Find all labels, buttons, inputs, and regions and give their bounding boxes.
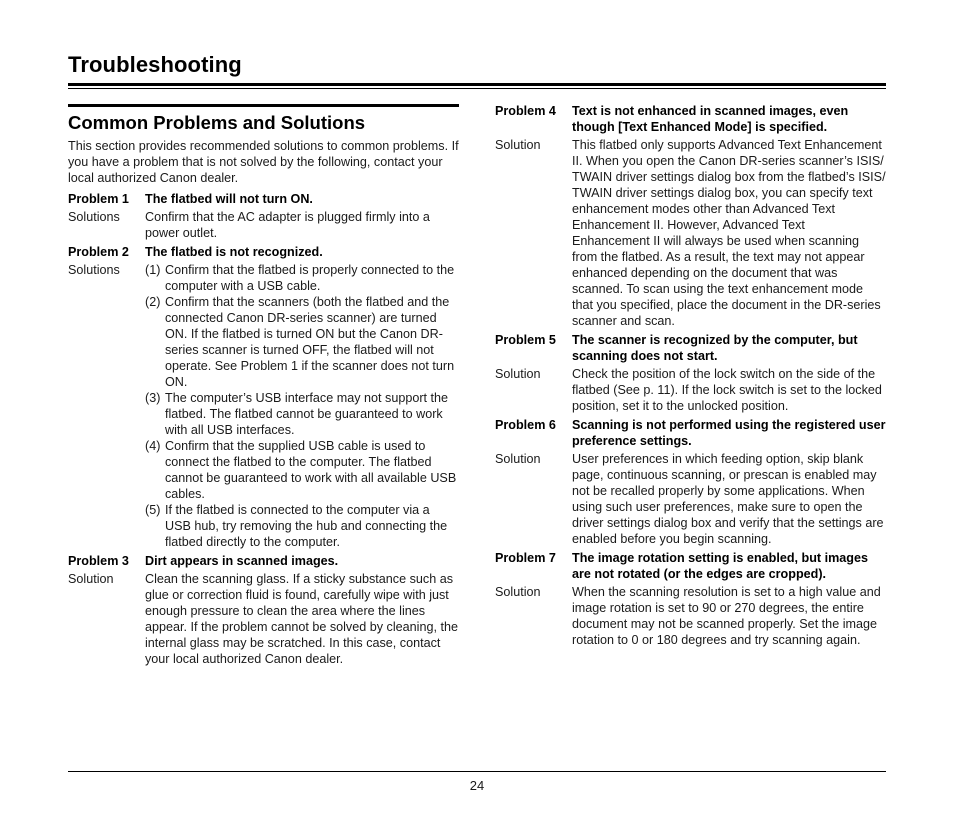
problem-3-heading bbox=[68, 553, 459, 569]
problem-label: Problem 6 bbox=[495, 418, 556, 432]
solution-step bbox=[145, 262, 459, 294]
problem-label: Problem 3 bbox=[68, 554, 129, 568]
step-text: Confirm that the scanners (both the flatbed and the connected Canon DR-series scanner) are turned ON. If the flatbed is turned ON but the Canon DR-series scanner is turned OFF, the flatbed will not operate. See Problem 1 if the scanner does not turn ON. bbox=[165, 295, 455, 389]
title-rule-thin bbox=[68, 88, 886, 89]
solution-label: Solution bbox=[495, 452, 541, 466]
problem-title: Text is not enhanced in scanned images, even though [Text Enhanced Mode] is specified. bbox=[572, 104, 849, 134]
step-number: (2) bbox=[145, 295, 161, 309]
problem-label: Problem 1 bbox=[68, 192, 129, 206]
step-text: Confirm that the supplied USB cable is used to connect the flatbed to the computer. The flatbed cannot be guaranteed to work with all available USB cables. bbox=[165, 439, 457, 501]
solution-label: Solution bbox=[495, 138, 541, 152]
problem-label: Problem 5 bbox=[495, 333, 556, 347]
step-number: (4) bbox=[145, 439, 161, 453]
title-rule bbox=[68, 83, 886, 86]
page-title: Troubleshooting bbox=[68, 52, 242, 77]
step-number: (1) bbox=[145, 263, 161, 277]
problem-7-solution bbox=[495, 584, 886, 648]
solution-step bbox=[145, 390, 459, 438]
page-number: 24 bbox=[469, 778, 485, 793]
solution-label: Solution bbox=[68, 572, 114, 586]
step-text: If the flatbed is connected to the computer via a USB hub, try removing the hub and connecting the flatbed directly to the computer. bbox=[165, 503, 448, 549]
solution-step bbox=[145, 438, 459, 502]
problem-title: The image rotation setting is enabled, but images are not rotated (or the edges are cropped). bbox=[572, 551, 869, 581]
section-title: Common Problems and Solutions bbox=[68, 112, 366, 133]
solution-label: Solutions bbox=[68, 263, 120, 277]
problem-label: Problem 7 bbox=[495, 551, 556, 565]
problem-title: Dirt appears in scanned images. bbox=[145, 554, 339, 568]
section-rule bbox=[68, 104, 459, 107]
footer-rule bbox=[68, 771, 886, 772]
solution-label: Solution bbox=[495, 585, 541, 599]
problem-1-solution bbox=[68, 209, 459, 241]
step-number: (3) bbox=[145, 391, 161, 405]
solution-text: When the scanning resolution is set to a high value and image rotation is set to 90 or 270 degrees, the entire document may not be scanned properly. Set the image rotation to 0 or 180 degrees and try scanning again. bbox=[572, 585, 881, 647]
problem-6-solution bbox=[495, 451, 886, 547]
solution-step bbox=[145, 294, 459, 390]
solution-step bbox=[145, 502, 459, 550]
problem-7-heading bbox=[495, 550, 886, 582]
intro-paragraph: This section provides recommended solutions to common problems. If you have a problem that is not solved by the following, contact your local authorized Canon dealer. bbox=[68, 139, 459, 185]
problem-2-heading bbox=[68, 244, 459, 260]
step-number: (5) bbox=[145, 503, 161, 517]
solution-label: Solution bbox=[495, 367, 541, 381]
right-column bbox=[495, 100, 886, 648]
step-text: The computer’s USB interface may not support the flatbed. The flatbed cannot be guaranteed to work with all USB interfaces. bbox=[165, 391, 449, 437]
solution-text: Check the position of the lock switch on the side of the flatbed (See p. 11). If the lock switch is set to the locked position, set it to the unlocked position. bbox=[572, 367, 882, 413]
problem-3-solution bbox=[68, 571, 459, 667]
problem-label: Problem 2 bbox=[68, 245, 129, 259]
problem-label: Problem 4 bbox=[495, 104, 556, 118]
left-column bbox=[68, 104, 459, 667]
solution-label: Solutions bbox=[68, 210, 120, 224]
solution-steps bbox=[145, 262, 459, 550]
problem-title: The scanner is recognized by the computer, but scanning does not start. bbox=[572, 333, 858, 363]
problem-4-heading bbox=[495, 103, 886, 135]
problem-title: The flatbed will not turn ON. bbox=[145, 192, 313, 206]
problem-1-heading bbox=[68, 191, 459, 207]
problem-5-heading bbox=[495, 332, 886, 364]
step-text: Confirm that the flatbed is properly connected to the computer with a USB cable. bbox=[165, 263, 455, 293]
solution-text: User preferences in which feeding option, skip blank page, continuous scanning, or prescan is enabled may not be recalled properly by some applications. When using such user preferences, make sure to open the driver settings dialog box and verify that the settings are enabled before you begin scanning. bbox=[572, 452, 884, 546]
problem-6-heading bbox=[495, 417, 886, 449]
problem-5-solution bbox=[495, 366, 886, 414]
solution-text: Confirm that the AC adapter is plugged firmly into a power outlet. bbox=[145, 210, 430, 240]
problem-title: The flatbed is not recognized. bbox=[145, 245, 323, 259]
problem-title: Scanning is not performed using the registered user preference settings. bbox=[572, 418, 886, 448]
problem-4-solution bbox=[495, 137, 886, 329]
problem-2-solution bbox=[68, 262, 459, 550]
solution-text: This flatbed only supports Advanced Text Enhancement II. When you open the Canon DR-series scanner’s ISIS/ TWAIN driver settings dialog box from the flatbed’s ISIS/ TWAIN driver settings dialog box, you can specify text enhancement modes other than Advanced Text Enhancement II. However, Advanced Text Enhancement II will always be used when scanning from the flatbed. As a result, the text may not appear enhanced depending on the document that was scanned. To scan using the text enhancement mode that you specified, place the document in the DR-series scanner and scan. bbox=[572, 138, 886, 328]
solution-text: Clean the scanning glass. If a sticky substance such as glue or correction fluid is found, carefully wipe with just enough pressure to clean the area where the lines appear. If the problem cannot be solved by cleaning, the internal glass may be scratched. In this case, contact your local authorized Canon dealer. bbox=[145, 572, 458, 666]
